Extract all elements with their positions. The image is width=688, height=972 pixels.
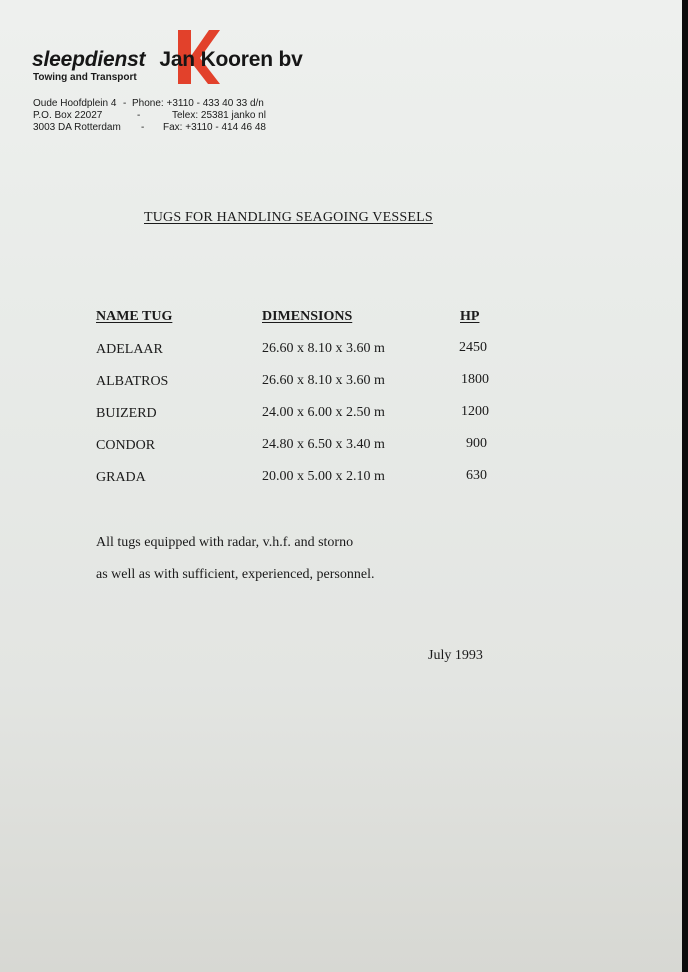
company-name: Jan Kooren bv [159, 48, 303, 71]
address-line-1-right: Phone: +3110 - 433 40 33 d/n [132, 98, 264, 109]
row-dimensions: 24.80 x 6.50 x 3.40 m [262, 437, 385, 452]
header-name-tug: NAME TUG [96, 309, 173, 324]
row-name: CONDOR [96, 438, 156, 453]
row-dimensions: 20.00 x 5.00 x 2.10 m [262, 469, 385, 484]
row-name: ADELAAR [96, 342, 163, 357]
row-hp: 900 [466, 436, 487, 451]
equipment-note-line-2: as well as with sufficient, experienced, personnel. [96, 567, 375, 582]
row-hp: 630 [466, 468, 487, 483]
header-hp: HP [460, 309, 480, 324]
row-dimensions: 26.60 x 8.10 x 3.60 m [262, 341, 385, 356]
row-name: GRADA [96, 470, 146, 485]
row-name: BUIZERD [96, 406, 157, 421]
equipment-note-line-1: All tugs equipped with radar, v.h.f. and storno [96, 535, 354, 550]
row-hp: 1200 [461, 404, 489, 419]
address-line-2-right: Telex: 25381 janko nl [172, 110, 266, 121]
row-hp: 2450 [459, 340, 487, 355]
address-line-3-left: 3003 DA Rotterdam [33, 122, 121, 133]
document-date: July 1993 [428, 648, 483, 663]
address-line-2-sep: - [137, 110, 141, 121]
header-dimensions: DIMENSIONS [262, 309, 353, 324]
row-dimensions: 26.60 x 8.10 x 3.60 m [262, 373, 385, 388]
address-line-1-left: Oude Hoofdplein 4 [33, 98, 117, 109]
brand-name: sleepdienst [32, 48, 146, 71]
address-line-3-sep: - [141, 122, 145, 133]
row-hp: 1800 [461, 372, 489, 387]
address-line-3-right: Fax: +3110 - 414 46 48 [163, 122, 266, 133]
address-line-2-left: P.O. Box 22027 [33, 110, 103, 121]
tagline: Towing and Transport [33, 72, 137, 83]
address-line-1-sep: - [123, 98, 127, 109]
document-title: TUGS FOR HANDLING SEAGOING VESSELS [144, 210, 433, 225]
letterhead-brand [32, 48, 303, 72]
row-name: ALBATROS [96, 374, 169, 389]
row-dimensions: 24.00 x 6.00 x 2.50 m [262, 405, 385, 420]
